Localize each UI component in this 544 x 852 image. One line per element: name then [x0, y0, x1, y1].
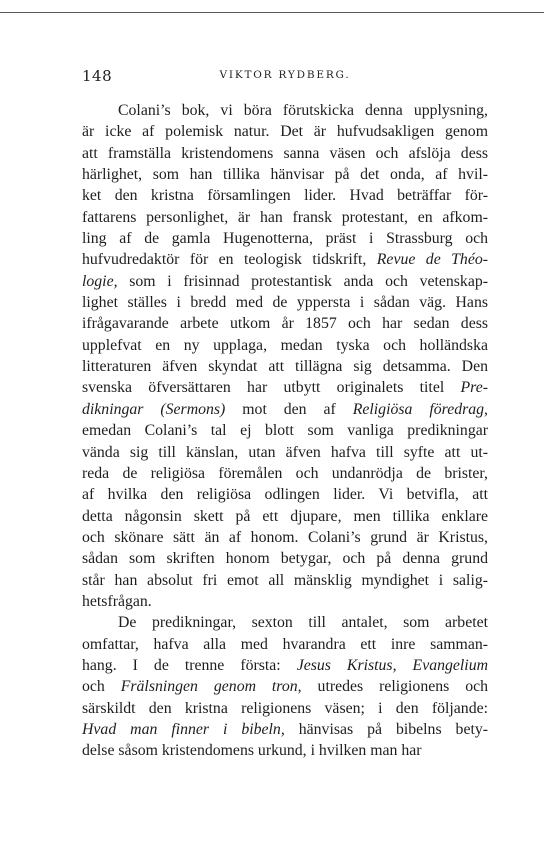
text-run: utredes religionens och — [301, 678, 489, 696]
text-run: och — [82, 678, 121, 696]
italic-text: logie, — [82, 272, 118, 290]
running-head: VIKTOR RYDBERG. — [219, 69, 351, 81]
text-line — [82, 506, 488, 527]
text-run: detta någonsin skett på ett djupare, men tillika enklare — [82, 507, 488, 525]
text-run: hetsfrågan. — [82, 592, 152, 610]
text-line — [82, 570, 488, 591]
text-run: sådan som skriften honom betygar, och på denna grund — [82, 550, 488, 568]
text-line — [82, 377, 488, 398]
text-run: hang. I de trenne första: — [82, 656, 297, 674]
text-run: härlighet, som han tillika hänvisar på det onda, af hvil- — [82, 166, 488, 184]
text-line — [82, 420, 488, 441]
text-line — [82, 612, 488, 633]
text-run: och skönare sätt än af honom. Colani’s grund är Kristus, — [82, 528, 488, 546]
text-run: särskildt den kristna religionens väsen; i den följande: — [82, 699, 488, 717]
italic-text: Pre- — [460, 379, 488, 397]
text-line — [82, 292, 488, 313]
text-run: af hvilka den religiösa odlingen lider. Vi betvifla, att — [82, 486, 488, 504]
text-line — [82, 655, 488, 676]
text-run: som i frisinnad protestantisk anda och vetenskap- — [117, 272, 488, 290]
text-line — [82, 335, 488, 356]
italic-text: dikningar (Sermons) — [82, 400, 226, 418]
text-run: Colani’s bok, vi böra förutskicka denna upplysning, — [118, 102, 488, 119]
italic-text: Religiösa föredrag, — [352, 400, 488, 418]
text-run: emedan Colani’s tal ej blott som vanliga predikningar — [82, 422, 488, 440]
italic-text: Hvad man finner i bibeln, — [82, 720, 285, 738]
text-run: delse såsom kristendomens urkund, i hvilken man har — [82, 742, 422, 760]
text-line — [82, 698, 488, 719]
text-line — [82, 719, 488, 740]
italic-text: Revue de Théo- — [376, 251, 488, 269]
text-line — [82, 228, 488, 249]
italic-text: Jesus Kristus, Evangelium — [296, 656, 488, 674]
text-line — [82, 100, 488, 121]
text-run: lighet ställes i bredd med de yppersta i sådan väg. Hans — [82, 294, 488, 312]
text-run: svenska öfversättaren har utbytt originalets titel — [82, 379, 461, 397]
paragraph — [82, 612, 488, 761]
page-top-edge-rule — [0, 12, 544, 13]
text-run: vända sig till känslan, utan äfven hafva till syfte att ut- — [82, 443, 488, 461]
text-run: att framställa kristendomens sanna väsen och afslöja dess — [82, 144, 488, 162]
text-line — [82, 207, 488, 228]
text-line — [82, 185, 488, 206]
text-line — [82, 143, 488, 164]
text-line — [82, 399, 488, 420]
text-run: reda de religiösa föremålen och undanrödja de brister, — [82, 464, 488, 482]
text-line — [82, 249, 488, 270]
page-number: 148 — [82, 67, 113, 85]
text-run: omfattar, hafva alla med hvarandra ett inre samman- — [82, 635, 488, 653]
text-line — [82, 484, 488, 505]
text-line — [82, 527, 488, 548]
text-line — [82, 164, 488, 185]
text-run: är icke af polemisk natur. Det är hufvudsakligen genom — [82, 123, 488, 141]
text-run: mot den af — [225, 400, 353, 418]
text-line — [82, 313, 488, 334]
text-run: upplefvat en ny upplaga, medan tyska och holländska — [82, 336, 488, 354]
text-line — [82, 634, 488, 655]
text-run: ket den kristna församlingen lider. Hvad beträffar för- — [82, 187, 488, 205]
text-run: De predikningar, sexton till antalet, som arbetet — [118, 614, 488, 632]
italic-text: Frälsningen genom tron, — [120, 678, 302, 696]
text-run: litteraturen äfven skyndat att tillägna sig detsamma. Den — [82, 358, 488, 376]
text-line — [82, 356, 488, 377]
text-run: står han absolut fri emot all mänsklig myndighet i salig- — [82, 571, 488, 589]
text-line — [82, 271, 488, 292]
paragraph — [82, 100, 488, 612]
text-line — [82, 442, 488, 463]
text-line — [82, 463, 488, 484]
page-header — [82, 67, 488, 87]
text-line — [82, 121, 488, 142]
text-run: hufvudredaktör för en teologisk tidskrift, — [82, 251, 377, 269]
text-line — [82, 591, 488, 612]
text-line — [82, 676, 488, 697]
text-run: ifrågavarande arbete utkom år 1857 och har sedan dess — [82, 315, 488, 333]
text-line — [82, 548, 488, 569]
text-run: fattarens personlighet, är han fransk protestant, en afkom- — [82, 208, 488, 226]
body-text — [82, 100, 488, 762]
text-line — [82, 740, 488, 761]
text-run: ling af de gamla Hugenotterna, präst i Strassburg och — [82, 230, 488, 248]
text-run: hänvisas på bibelns bety- — [284, 720, 489, 738]
